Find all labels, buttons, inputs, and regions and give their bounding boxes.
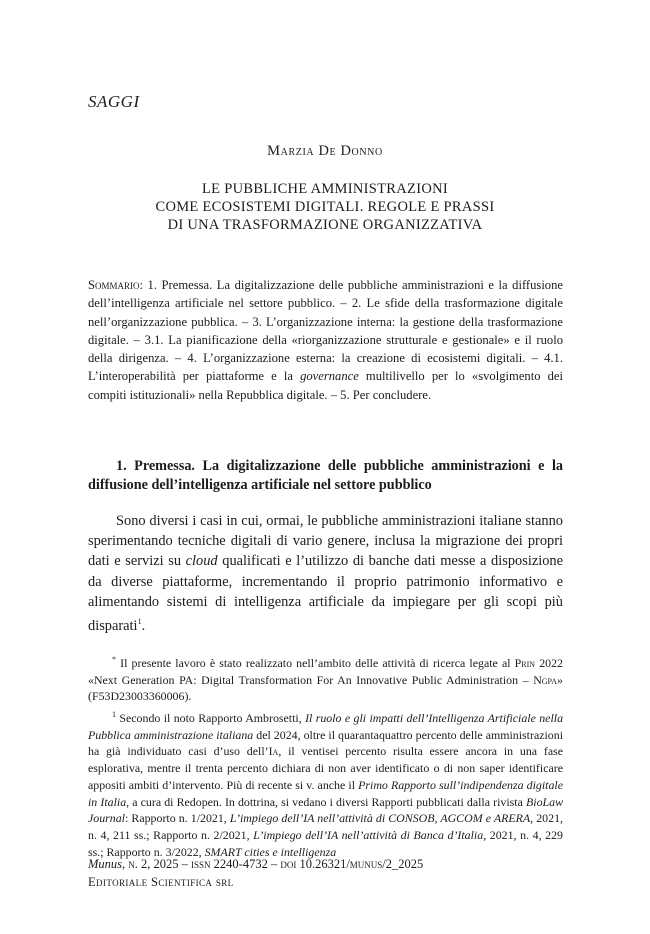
summary-text-1: 1. Premessa. La digitalizzazione delle pubbliche amministrazioni e la diffusione dell’intelligenza artificiale nel settore pubblico. – 2. Le sfide della trasformazione digitale nell’organizzazione pubblica. – 3. L’organizzazione interna: la gestione della trasformazione digitale. – 3.1. La pianificazione della «riorganizzazione strutturale e gestionale» e il ruolo della dirigenza. – 4. L’organizzazione esterna: la creazione di ecosistemi digitali. – 4.1. L’interoperabilità per piattaforme e la — [88, 278, 563, 384]
footer-citation-rest: , n. 2, 2025 – issn 2240-4732 – doi 10.26321/munus/2_2025 — [122, 857, 424, 871]
footnote-1-ia: Ia — [268, 744, 279, 759]
body-text-italic: cloud — [185, 553, 218, 570]
title-line-1: LE PUBBLICHE AMMINISTRAZIONI — [201, 181, 449, 197]
page-footer — [88, 856, 563, 891]
section-heading: 1. Premessa. La digitalizzazione delle pubbliche amministrazioni e la diffusione dell’intelligenza artificiale nel settore pubblico — [88, 458, 563, 493]
footnote-1-text-g: , 2021, n. 4, 229 ss.; Rapporto n. 3/2022, — [88, 827, 563, 859]
footnote-star-text-b: 2022 «Next Generation PA: Digital Transformation For An Innovative Public Administration – — [88, 655, 563, 687]
body-text-end: . — [141, 617, 146, 634]
footnote-1-italic-6: SMART cities e intelligenza — [204, 844, 337, 859]
article-title — [60, 180, 590, 234]
footnote-1-italic-4: L’impiego dell’IA nell’attività di CONSOB, AGCOM e ARERA — [229, 811, 531, 826]
footnote-1 — [88, 707, 563, 860]
footnote-1-text-e: : Rapporto n. 1/2021, — [125, 811, 230, 826]
footnote-star-text-a: Il presente lavoro è stato realizzato nell’ambito delle attività di ricerca legate al — [116, 655, 515, 670]
footnote-1-italic-3: BioLaw Journal — [88, 794, 564, 826]
title-line-3: DI UNA TRASFORMAZIONE ORGANIZZATIVA — [167, 217, 483, 233]
body-text-2: qualificati e l’utilizzo di banche dati messe a disposizione da diverse piattaforme, incrementando il proprio patrimonio informativo e alimentando sistemi di intelligenza artificiale da impiegare per gli scopi più disparati — [88, 553, 564, 634]
footnote-1-mark: 1 — [112, 710, 116, 720]
summary-text-italic: governance — [300, 369, 359, 384]
footnote-star-prin: Prin — [514, 655, 536, 670]
footnote-1-text-b: del 2024, oltre il quarantaquattro percento delle amministrazioni ha già individuato casi d’uso dell’ — [88, 727, 563, 759]
footnote-star — [88, 652, 563, 705]
title-line-2: COME ECOSISTEMI DIGITALI. REGOLE E PRASSI — [155, 199, 495, 215]
footnote-1-italic-2: Primo Rapporto sull’indipendenza digitale in Italia — [88, 777, 563, 809]
footnote-star-mark: * — [112, 655, 116, 664]
body-text-1: Sono diversi i casi in cui, ormai, le pubbliche amministrazioni italiane stanno sperimentando tecniche digitali di vario genere, inclusa la migrazione dei propri dati e servizi su — [88, 513, 563, 570]
footnote-1-text-f: , 2021, n. 4, 211 ss.; Rapporto n. 2/2021, — [88, 811, 563, 842]
summary — [88, 276, 563, 404]
footnote-1-text-a: Secondo il noto Rapporto Ambrosetti, — [116, 711, 306, 726]
footnote-star-text-c: » (F53D23003360006). — [88, 672, 563, 704]
footnote-star-ngpa: Ngpa — [533, 672, 558, 687]
footer-citation — [88, 856, 563, 874]
footnote-1-text-c: , il ventisei percento risulta essere ancora in una fase esplorativa, mentre il trenta percento dichiara di non aver identificato o di non saper identificare appositi ambiti d’intervento. Più di recente si v. anche il — [88, 744, 563, 792]
footnotes — [88, 652, 563, 862]
summary-label: Sommario: — [88, 278, 144, 292]
journal-name: Munus — [88, 857, 123, 871]
footnote-ref-1[interactable]: 1 — [137, 617, 142, 627]
footnote-1-italic-5: L’impiego dell’IA nell’attività di Banca d’Italia — [253, 827, 484, 842]
summary-text-2: multilivello per lo «svolgimento dei compiti istituzionali» nella Repubblica digitale. – 5. Per concludere. — [88, 369, 564, 402]
body-paragraph — [88, 511, 563, 636]
footer-publisher: Editoriale Scientifica srl — [88, 874, 234, 889]
footnote-1-italic-1: Il ruolo e gli impatti dell’Intelligenza Artificiale nella Pubblica amministrazione italiana — [88, 711, 564, 742]
author-name: Marzia De Donno — [267, 143, 383, 159]
footnote-1-text-d: , a cura di Redopen. In dottrina, si vedano i diversi Rapporti pubblicati dalla rivista — [126, 794, 526, 809]
section-label: SAGGI — [88, 92, 140, 111]
